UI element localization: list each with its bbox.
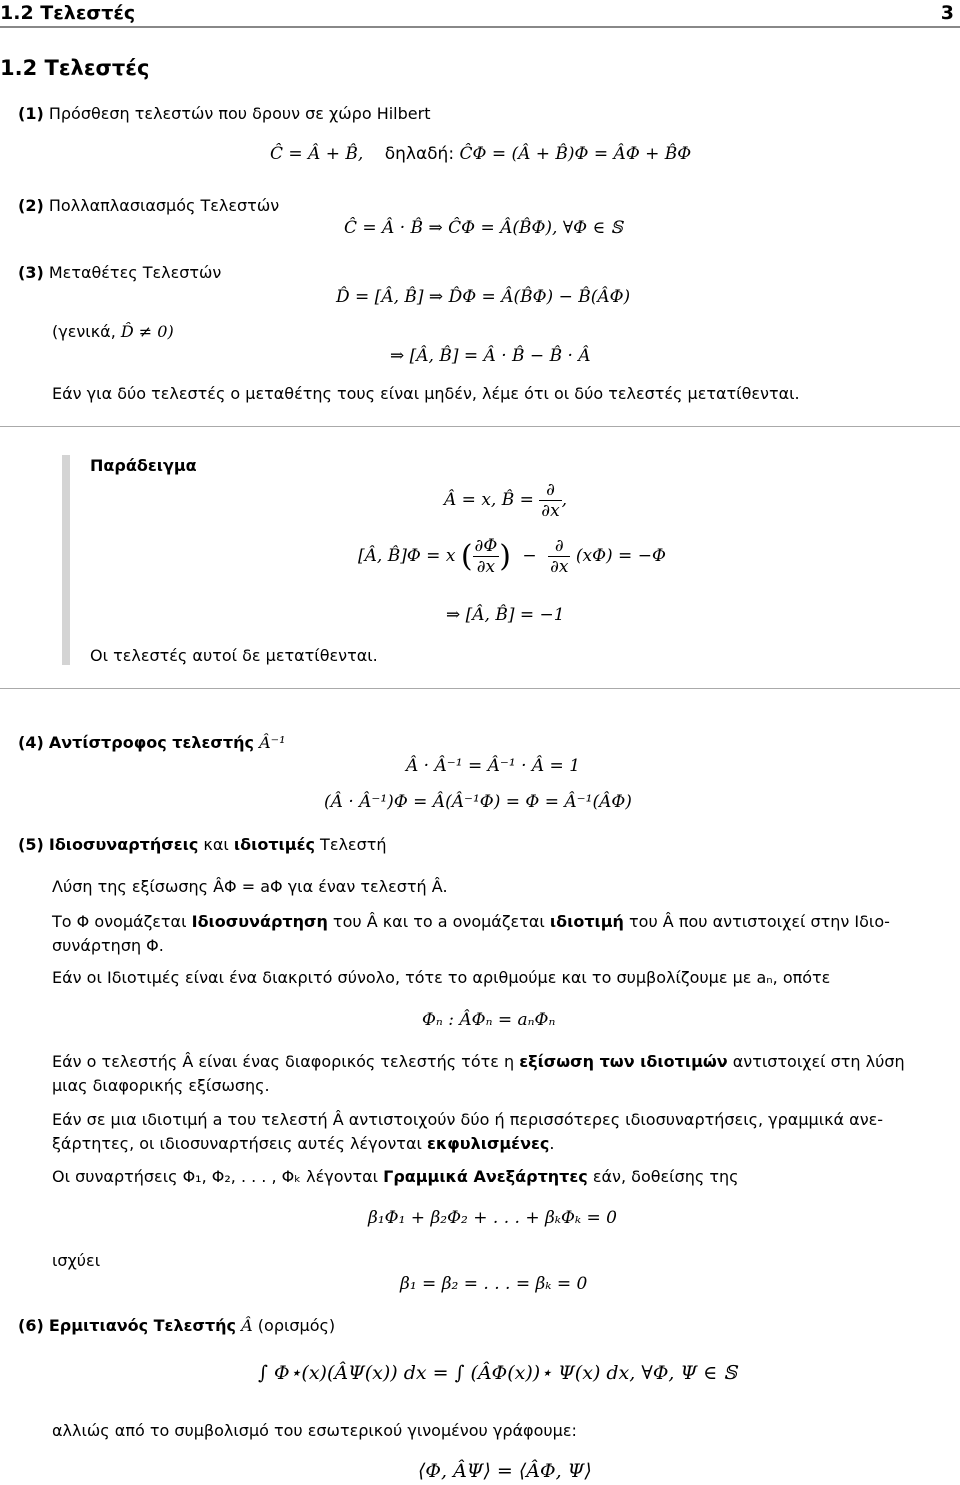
item-6-text: Ερμιτιανός Τελεστής — [48, 1316, 237, 1335]
item-1-number: (1) — [18, 104, 44, 123]
holds-label: ισχύει — [52, 1251, 101, 1270]
equation-sum-right: ĈΦ = (Â + B̂)Φ = ÂΦ + B̂Φ — [459, 144, 692, 164]
paragraph-eigen-4b: μιας διαφορικής εξίσωσης. — [52, 1076, 270, 1095]
running-header: 1.2 Τελεστές — [0, 2, 136, 24]
p4-bold: εξίσωση των ιδιοτιμών — [519, 1052, 728, 1071]
example-line-1-text: Â = x, B̂ = — [444, 490, 534, 510]
paragraph-eigen-2b: συνάρτηση Φ. — [52, 936, 164, 955]
p5-text-d: . — [549, 1134, 555, 1153]
equation-sum — [270, 144, 691, 164]
item-4-text: Αντίστροφος τελεστής — [48, 733, 254, 752]
item-5-bold-1: Ιδιοσυναρτήσεις — [48, 835, 199, 854]
item-4 — [18, 733, 285, 752]
example-line-2-left: [Â, B̂]Φ = x — [358, 546, 456, 566]
example-sidebar-bar — [62, 455, 70, 665]
page-number: 3 — [940, 2, 954, 24]
equation-braket: ⟨Φ, ÂΨ⟩ = ⟨ÂΦ, Ψ⟩ — [418, 1460, 592, 1482]
item-6-math: Â — [241, 1316, 253, 1335]
p6-bold: Γραμμικά Ανεξάρτητες — [383, 1167, 588, 1186]
example-line-2-minus: − — [522, 546, 537, 566]
paragraph-eigen-5a: Εάν σε μια ιδιοτιμή a του τελεστή Â αντιστοιχούν δύο ή περισσότερες ιδιοσυναρτήσεις, γραμμικά ανε- — [52, 1110, 884, 1129]
equation-sum-word: δηλαδή: — [384, 144, 455, 164]
item-2-text: Πολλαπλασιασμός Τελεστών — [48, 196, 280, 215]
p4-text-a: Εάν ο τελεστής Â είναι ένας διαφορικός τελεστής τότε η — [52, 1052, 520, 1071]
item-3-text: Μεταθέτες Τελεστών — [48, 263, 222, 282]
equation-linear-combination: β₁Φ₁ + β₂Φ₂ + . . . + βₖΦₖ = 0 — [368, 1208, 617, 1228]
paragraph-eigen-1: Λύση της εξίσωσης ÂΦ = aΦ για έναν τελεστή Â. — [52, 877, 448, 896]
item-1-text: Πρόσθεση τελεστών που δρουν σε χώρο Hilbert — [48, 104, 431, 123]
item-2 — [18, 196, 279, 215]
x-fraction-denominator: ∂x — [550, 557, 569, 577]
example-line-3: ⇒ [Â, B̂] = −1 — [446, 605, 565, 625]
item-5-end: Τελεστή — [314, 835, 387, 854]
phi-fraction-denominator: ∂x — [476, 557, 496, 577]
item-5 — [18, 835, 387, 854]
equation-inverse-2: (Â · Â⁻¹)Φ = Â(Â⁻¹Φ) = Φ = Â⁻¹(ÂΦ) — [324, 792, 632, 812]
equation-commutator: D̂ = [Â, B̂] ⇒ D̂Φ = Â(B̂Φ) − B̂(ÂΦ) — [336, 287, 631, 307]
fraction-denominator: ∂x — [541, 501, 560, 521]
phi-derivative-fraction — [473, 536, 500, 577]
p2-bold-eigenfunction: Ιδιοσυνάρτηση — [191, 912, 328, 931]
example-line-2-right: (xΦ) = −Φ — [575, 546, 666, 566]
commutator-note — [52, 322, 174, 341]
equation-hermitian: ∫ Φ⋆(x)(ÂΨ(x)) dx = ∫ (ÂΦ(x))⋆ Ψ(x) dx, ∀Φ, Ψ ∈ 𝕊 — [258, 1362, 737, 1384]
p2-bold-eigenvalue: ιδιοτιμή — [549, 912, 624, 931]
section-title: 1.2 Τελεστές — [0, 56, 150, 80]
example-line-2: [Â, B̂]Φ = x ( $\frac{\partial\Phi}{\partial x}$ ) − $\frac{\partial}{\partial x}$ (xΦ) = −Φ — [358, 536, 666, 577]
paragraph-eigen-4a — [52, 1049, 905, 1075]
paragraph-eigen-2a — [52, 909, 890, 935]
p6-text-a: Οι συναρτήσεις Φ₁, Φ₂, . . . , Φₖ λέγονται — [52, 1167, 384, 1186]
divider-top — [0, 426, 960, 427]
header-rule — [0, 26, 960, 28]
p5-text-b: ξάρτητες, οι ιδιοσυναρτήσεις αυτές λέγονται — [52, 1134, 427, 1153]
commute-text: Εάν για δύο τελεστές ο μεταθέτης τους είναι μηδέν, λέμε ότι οι δύο τελεστές μετατίθενται. — [52, 384, 800, 403]
x-derivative-fraction — [548, 536, 570, 577]
p2-text-c: του Â και το a ονομάζεται — [327, 912, 550, 931]
item-3 — [18, 263, 221, 282]
p6-text-c: εάν, δοθείσης της — [587, 1167, 739, 1186]
paragraph-inner-product: αλλιώς από το συμβολισμό του εσωτερικού γινομένου γράφουμε: — [52, 1421, 577, 1440]
item-4-math: Â⁻¹ — [259, 733, 286, 752]
equation-commutator-expanded: ⇒ [Â, B̂] = Â · B̂ − B̂ · Â — [390, 346, 591, 366]
equation-sum-left: Ĉ = Â + B̂, — [270, 144, 364, 164]
example-line-1: Â = x, B̂ = $\frac{\partial}{\partial x}$ , — [444, 480, 568, 521]
item-5-bold-2: ιδιοτιμές — [233, 835, 315, 854]
item-2-number: (2) — [18, 196, 44, 215]
item-5-mid: και — [198, 835, 234, 854]
commutator-note-math: D̂ ≠ 0) — [120, 322, 174, 341]
item-6-number: (6) — [18, 1316, 44, 1335]
item-5-number: (5) — [18, 835, 44, 854]
x-fraction-numerator: ∂ — [548, 536, 570, 557]
item-1 — [18, 104, 430, 123]
p2-text-e: του Â που αντιστοιχεί στην Ιδιο- — [623, 912, 890, 931]
phi-fraction-numerator: ∂Φ — [474, 536, 498, 556]
item-6 — [18, 1316, 335, 1335]
paragraph-independence — [52, 1164, 739, 1190]
paragraph-eigen-3: Εάν οι Ιδιοτιμές είναι ένα διακριτό σύνολο, τότε το αριθμούμε και το συμβολίζουμε με aₙ, οπότε — [52, 968, 831, 987]
example-conclusion: Οι τελεστές αυτοί δε μετατίθενται. — [90, 646, 378, 665]
divider-bottom — [0, 688, 960, 689]
item-4-number: (4) — [18, 733, 44, 752]
commutator-note-text: (γενικά, — [52, 322, 116, 341]
equation-inverse-1: Â · Â⁻¹ = Â⁻¹ · Â = 1 — [406, 756, 581, 776]
item-3-number: (3) — [18, 263, 44, 282]
paragraph-eigen-5b — [52, 1131, 554, 1157]
example-title: Παράδειγμα — [90, 456, 197, 475]
equation-product: Ĉ = Â · B̂ ⇒ ĈΦ = Â(B̂Φ), ∀Φ ∈ 𝕊 — [344, 218, 623, 238]
item-6-suffix: (ορισμός) — [257, 1316, 336, 1335]
p2-text-a: Το Φ ονομάζεται — [52, 912, 192, 931]
p5-bold: εκφυλισμένες — [426, 1134, 550, 1153]
partial-derivative-fraction — [539, 480, 561, 521]
equation-coefficients-zero: β₁ = β₂ = . . . = βₖ = 0 — [400, 1274, 588, 1294]
equation-eigen: Φₙ : ÂΦₙ = aₙΦₙ — [422, 1010, 556, 1030]
p4-text-c: αντιστοιχεί στη λύση — [727, 1052, 905, 1071]
fraction-numerator: ∂ — [539, 480, 561, 501]
